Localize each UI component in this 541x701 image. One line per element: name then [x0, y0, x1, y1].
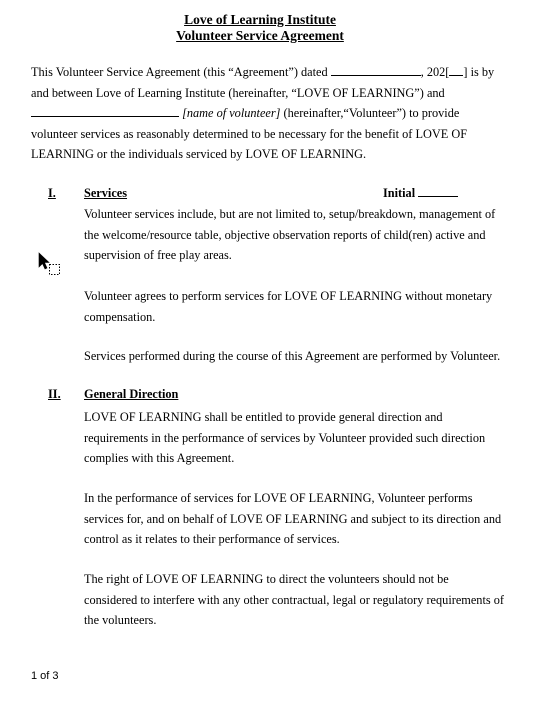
year-blank[interactable]	[449, 65, 463, 76]
intro-year-text: , 202[	[420, 65, 450, 79]
initial-label: Initial	[383, 186, 416, 200]
intro-line-1	[31, 62, 511, 83]
date-blank[interactable]	[331, 65, 421, 76]
intro-line-2: and between Love of Learning Institute (hereinafter, “LOVE OF LEARNING”) and	[31, 85, 445, 100]
initial-blank[interactable]	[418, 186, 458, 197]
intro-paragraph	[31, 62, 511, 165]
section-2-paragraph-2: In the performance of services for LOVE OF LEARNING, Volunteer performs services for, and on behalf of LOVE OF LEARNING and subject to its direction and control as it relates to their performance of services.	[84, 491, 502, 546]
section-2-numeral: II.	[48, 387, 61, 401]
section-1-numeral: I.	[48, 186, 56, 200]
document-subtitle: Volunteer Service Agreement	[176, 28, 344, 43]
volunteer-name-placeholder: [name of volunteer]	[182, 106, 281, 120]
section-2-paragraph-1: LOVE OF LEARNING shall be entitled to provide general direction and requirements in the performance of services by Volunteer provided such direction complies with this Agreement.	[84, 410, 486, 465]
section-1-paragraph-2: Volunteer agrees to perform services for LOVE OF LEARNING without monetary compensation.	[84, 289, 493, 324]
mouse-pointer-icon	[38, 252, 62, 276]
volunteer-name-blank[interactable]	[31, 106, 179, 117]
section-2-paragraph-3: The right of LOVE OF LEARNING to direct the volunteers should not be considered to interfere with any other contractual, legal or regulatory requirements of the volunteers.	[84, 572, 504, 627]
intro-line-1-end: ] is by	[463, 65, 495, 79]
intro-line-1-text: This Volunteer Service Agreement (this “Agreement”) dated	[31, 65, 328, 79]
section-1-paragraph-3: Services performed during the course of this Agreement are performed by Volunteer.	[84, 349, 501, 363]
intro-line-5: LEARNING or the individuals serviced by LOVE OF LEARNING.	[31, 147, 367, 161]
section-1-heading: Services	[84, 186, 128, 200]
page-number: 1 of 3	[31, 670, 59, 682]
section-1-paragraph-1: Volunteer services include, but are not limited to, setup/breakdown, management of the welcome/resource table, objective observation reports of child(ren) active and supervision of free play areas.	[84, 207, 496, 262]
intro-line-4: volunteer services as reasonably determined to be necessary for the benefit of LOVE OF	[31, 126, 468, 141]
section-2-heading: General Direction	[84, 387, 179, 401]
document-title: Love of Learning Institute	[184, 12, 336, 27]
intro-line-3	[31, 103, 511, 124]
initial-field	[383, 186, 458, 201]
intro-line-3-text: (hereinafter,“Volunteer”) to provide	[280, 106, 460, 120]
